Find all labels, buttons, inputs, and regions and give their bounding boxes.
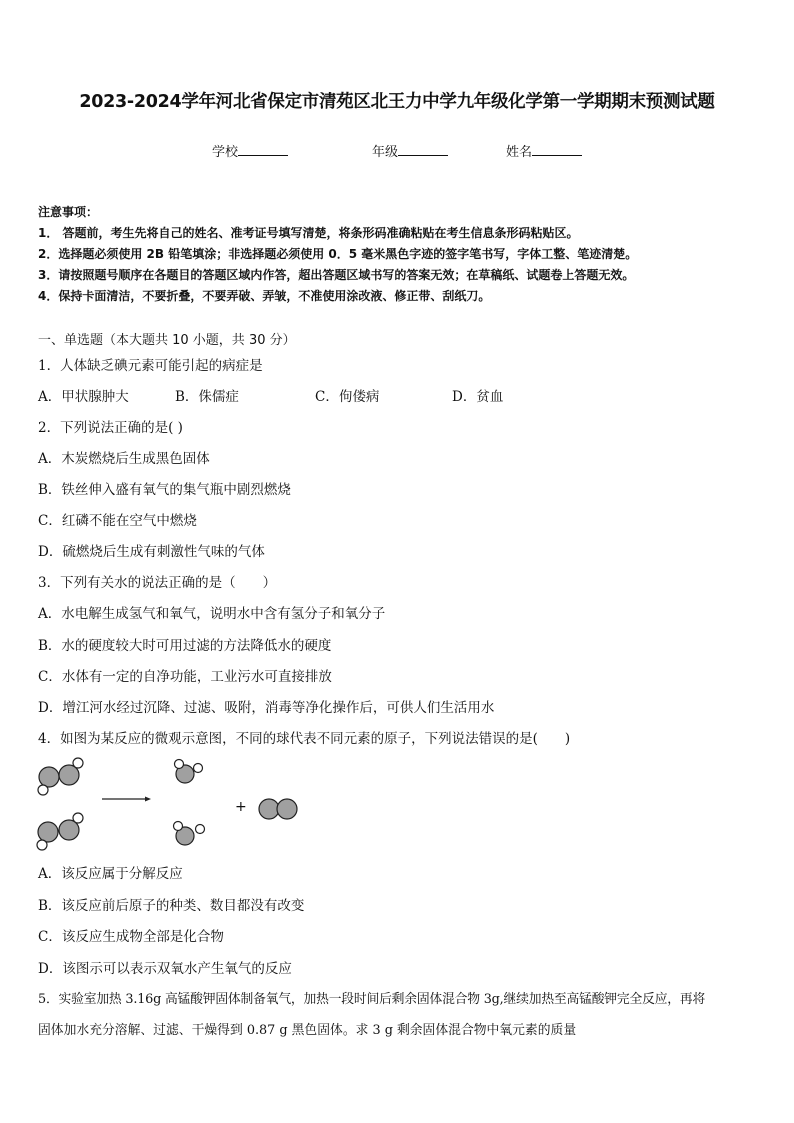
question-2-stem: 2．下列说法正确的是( )	[38, 420, 183, 436]
notice-item: 4．保持卡面清洁，不要折叠，不要弄破、弄皱，不准使用涂改液、修正带、刮纸刀。	[38, 289, 491, 303]
school-field	[212, 141, 288, 160]
product-molecule	[259, 799, 297, 819]
product-molecule	[174, 822, 205, 846]
name-label: 姓名	[506, 145, 533, 160]
reaction-arrow	[102, 797, 151, 802]
option-a: A．甲状腺肿大	[38, 389, 129, 405]
school-blank	[238, 143, 288, 156]
option-a: A．木炭燃烧后生成黑色固体	[38, 451, 210, 467]
grade-label: 年级	[372, 145, 399, 160]
reactant-molecule	[38, 758, 83, 795]
option-d: D．该图示可以表示双氧水产生氧气的反应	[38, 961, 292, 977]
question-5-stem: 5．实验室加热 3.16g 高锰酸钾固体制备氧气，加热一段时间后剩余固体混合物 3g,继续加热至高锰酸钾完全反应，再将	[38, 992, 706, 1007]
name-field	[506, 141, 582, 160]
option-a: A．水电解生成氢气和氧气，说明水中含有氢分子和氧分子	[38, 606, 386, 622]
page-title: 2023-2024学年河北省保定市清苑区北王力中学九年级化学第一学期期末预测试题	[79, 92, 715, 112]
school-label: 学校	[212, 145, 239, 160]
notice-heading: 注意事项：	[38, 205, 99, 219]
option-c: C．红磷不能在空气中燃烧	[38, 513, 197, 529]
reactant-molecule	[37, 813, 83, 850]
option-b: B．水的硬度较大时可用过滤的方法降低水的硬度	[38, 638, 332, 654]
option-c: C．该反应生成物全部是化合物	[38, 929, 224, 945]
notice-item: 2．选择题必须使用 2B 铅笔填涂；非选择题必须使用 0．5 毫米黑色字迹的签字笔书写，字体工整、笔迹清楚。	[38, 247, 638, 261]
grade-blank	[398, 143, 448, 156]
option-b: B．该反应前后原子的种类、数目都没有改变	[38, 898, 305, 914]
option-b: B．侏儒症	[175, 389, 239, 405]
question-5-stem-cont: 固体加水充分溶解、过滤、干燥得到 0.87 g 黑色固体。求 3 g 剩余固体混合物中氧元素的质量	[38, 1023, 577, 1038]
name-blank	[532, 143, 582, 156]
option-d: D．贫血	[452, 389, 504, 405]
option-c: C．水体有一定的自净功能，工业污水可直接排放	[38, 669, 332, 685]
option-b: B．铁丝伸入盛有氧气的集气瓶中剧烈燃烧	[38, 482, 291, 498]
notice-item: 1． 答题前，考生先将自己的姓名、准考证号填写清楚，将条形码准确粘贴在考生信息条形码粘贴区。	[38, 226, 579, 240]
question-1-stem: 1．人体缺乏碘元素可能引起的病症是	[38, 358, 263, 374]
plus-sign: +	[235, 799, 247, 815]
option-a: A．该反应属于分解反应	[38, 866, 183, 882]
reaction-diagram	[30, 755, 320, 855]
section-heading: 一、单选题（本大题共 10 小题，共 30 分）	[38, 333, 296, 348]
question-1-options	[38, 385, 503, 405]
option-d: D．硫燃烧后生成有刺激性气味的气体	[38, 544, 265, 560]
option-d: D．增江河水经过沉降、过滤、吸附，消毒等净化操作后，可供人们生活用水	[38, 700, 495, 716]
grade-field	[372, 141, 448, 160]
option-c: C．佝偻病	[315, 389, 380, 405]
notice-item: 3．请按照题号顺序在各题目的答题区域内作答，超出答题区域书写的答案无效；在草稿纸、试题卷上答题无效。	[38, 268, 635, 282]
question-3-stem: 3．下列有关水的说法正确的是（ ）	[38, 575, 277, 591]
question-4-stem: 4．如图为某反应的微观示意图，不同的球代表不同元素的原子，下列说法错误的是( )	[38, 731, 571, 747]
product-molecule	[175, 760, 203, 784]
